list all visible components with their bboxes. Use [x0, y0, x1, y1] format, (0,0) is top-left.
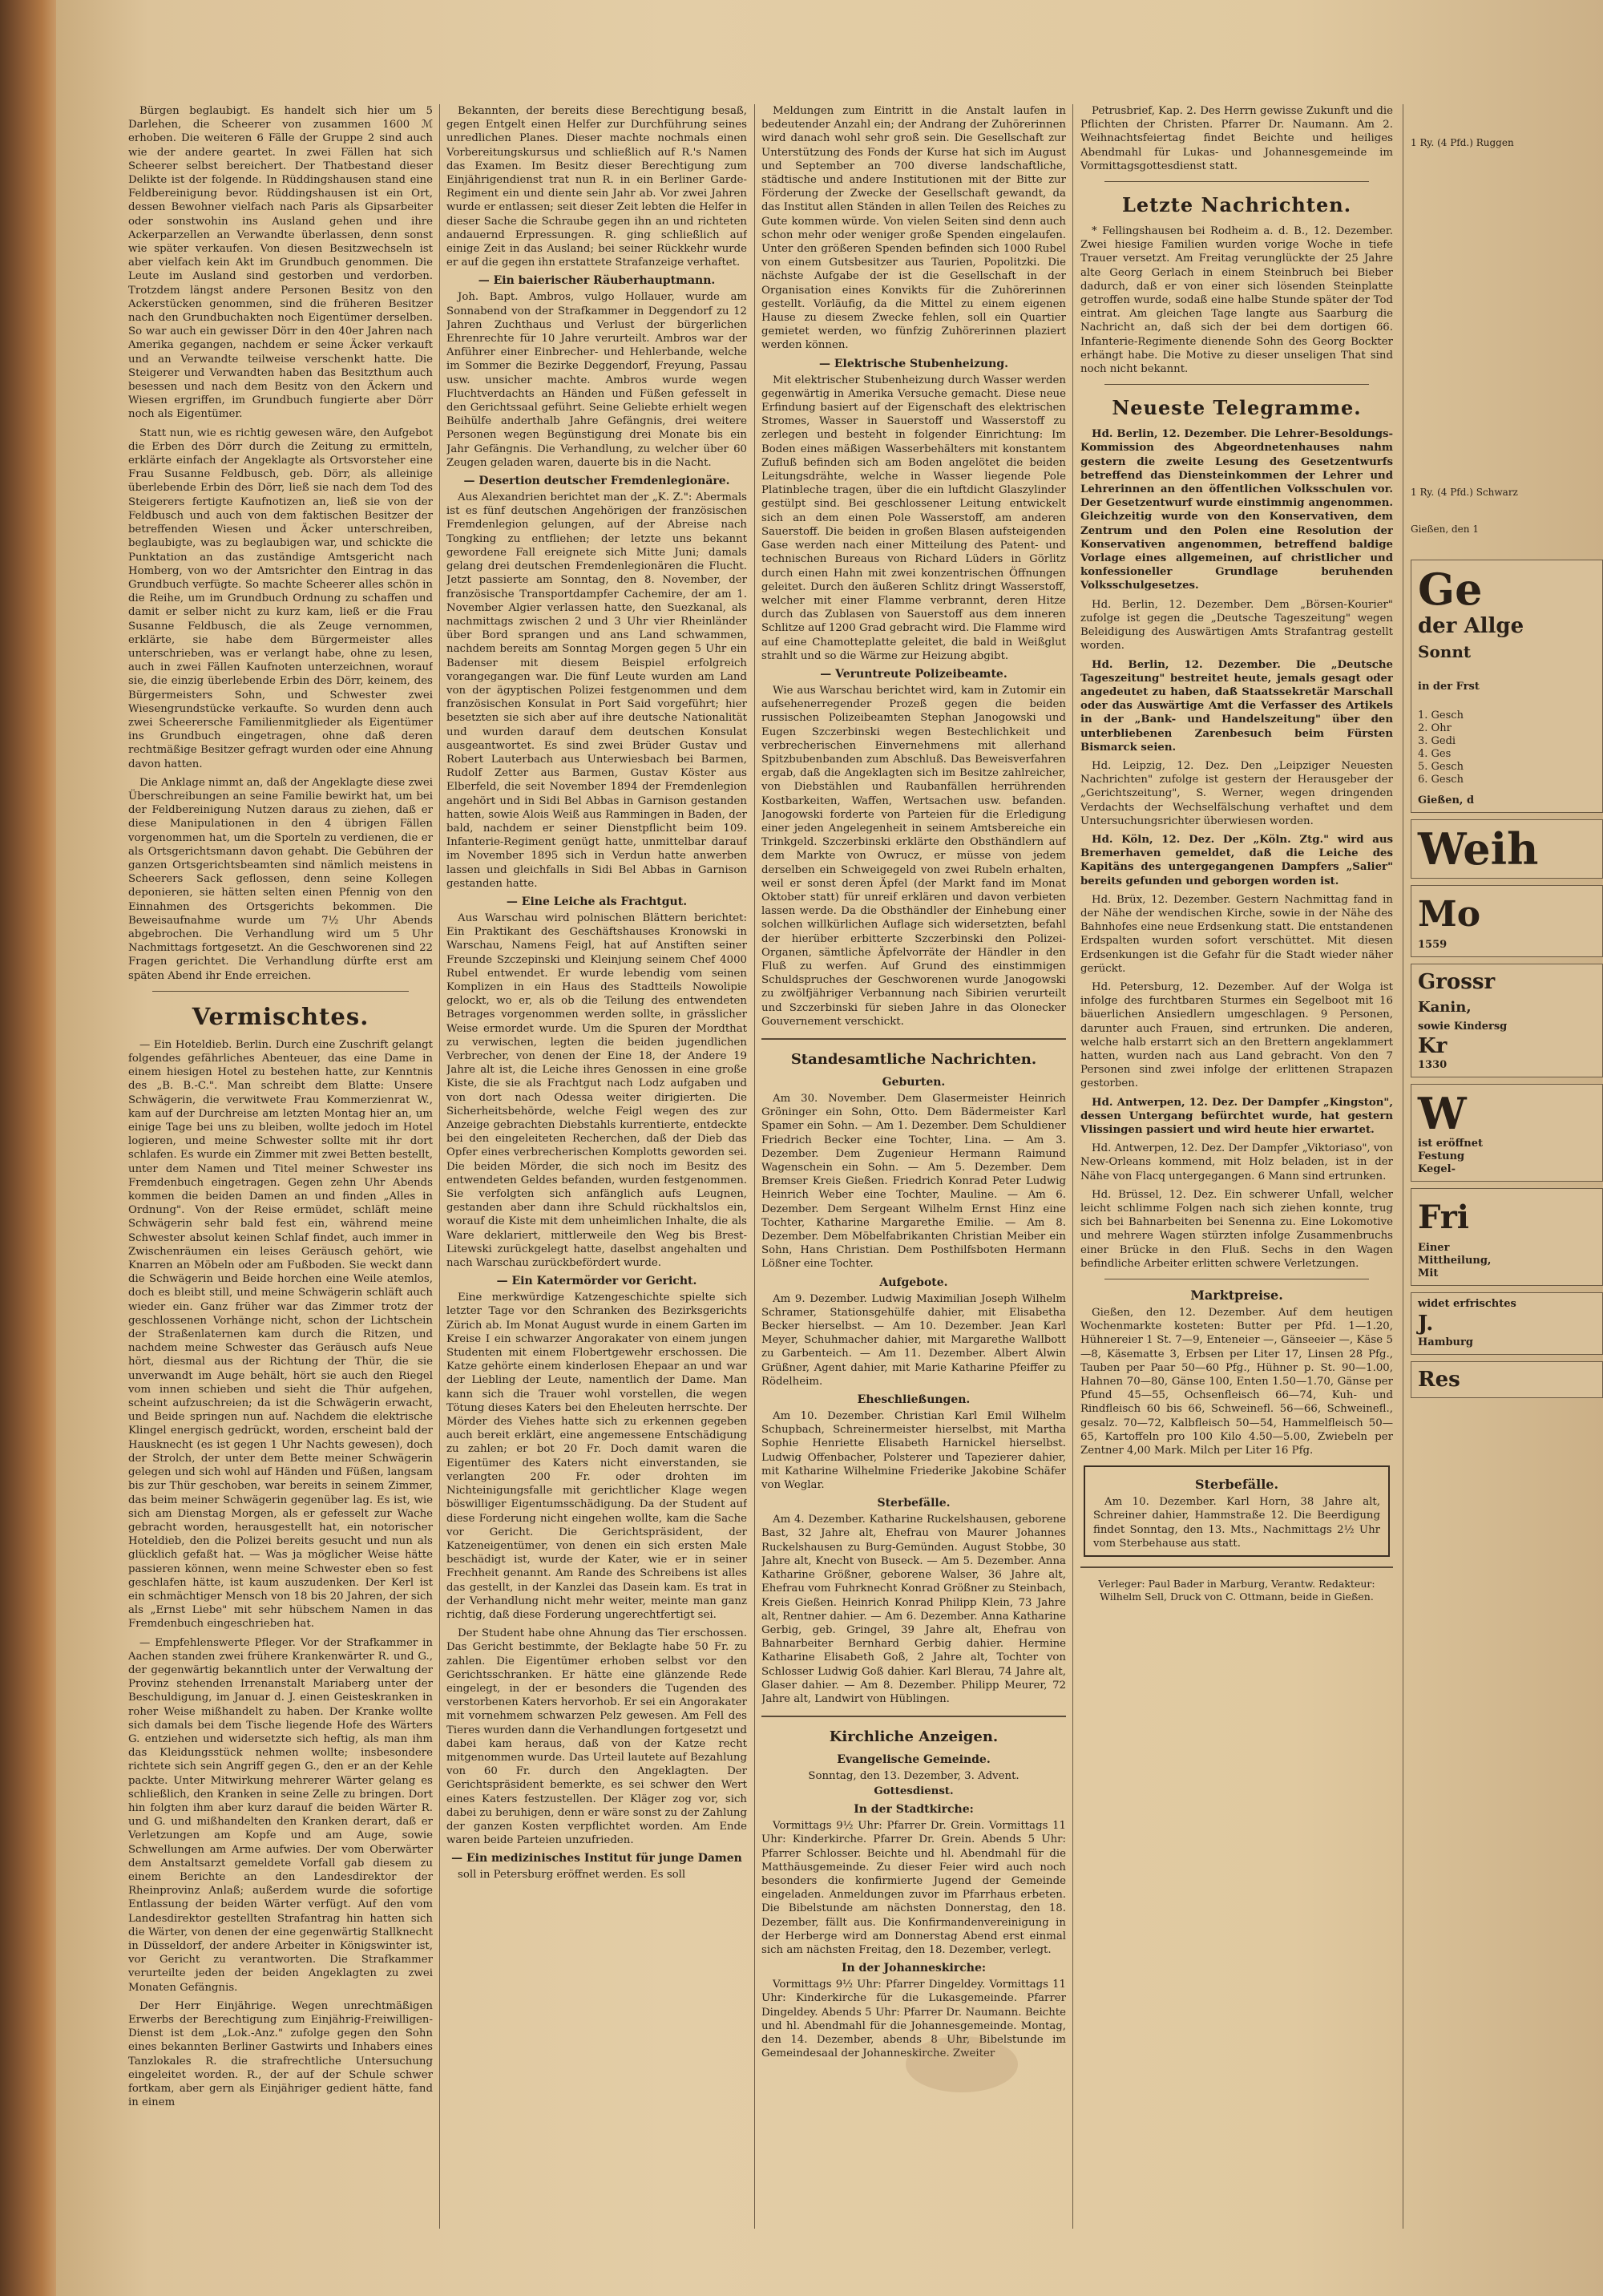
article-paragraph: Bürgen beglaubigt. Es handelt sich hier um 5 Darlehen, die Scheerer von zusammen 1600 ℳ erhoben. Die weiteren 6 Fälle der Gruppe 2 sind auch wie der andere geartet. In zwei Fällen hat sich Scheerer selbst bereichert. Der Thatbestand dieser Delikte ist der folgende. In Rüddingshausen stand eine Feldbereinigung bevor. Rüddingshausen ist ein Ort, dessen Bewohner vielfach nach Paris als Gipsarbeiter oder sonstwohin ins Ausland gehen und ihre Ackerparzellen an Verwandte überlassen, denn sonst wie später verkaufen. Von diesen Besitzwechseln ist aber vielfach kein Akt im Grundbuch genommen. Die Leute im Ausland sind gestorben und verdorben. Trotzdem längst andere Personen Besitz von den Ackerstücken genommen, sind die früheren Besitzer nach den Grundbuchakten noch Eigentümer derselben. So war auch ein gewisser Dörr in den 40er Jahren nach Amerika gegangen, nachdem er seine Äcker verkauft und an Verwandte teilweise verschenkt hatte. Die Steigerer und Verwandten haben das Besitzthum auch besessen und nach dem Besitz von den Äckern und Wiesen ergriffen, im Grundbuch fungierte aber Dörr noch als Eigentümer.: [128, 105, 433, 421]
article-paragraph: Mit elektrischer Stubenheizung durch Wasser werden gegenwärtig in Amerika Versuche gemacht. Diese neue Erfindung basiert auf der Eigenschaft des elektrischen Stromes, Wasser in Sauerstoff und Wasserstoff zu zerlegen und besteht in folgender Einrichtung: Im Boden eines mäßigen Wasserbehälters mit konstantem Zufluß befinden sich am Boden angelötet die beiden Leitungsdrähte, welche in Wasser liegende Pole Platinbleche tragen, über die ein luftdicht Glaszylinder gestülpt sind. Bei geschlossener Leitung entwickelt sich an dem einen Pole Wasserstoff, am anderen Sauerstoff. Die beiden in großen Blasen aufsteigenden Gase werden nach einer Mitteilung des Patent- und technischen Bureaus von Richard Lüders in Görlitz durch einen Hahn mit zwei konzentrischen Öffnungen geleitet. Durch den äußeren Schlitz dringt Wasserstoff, welcher mit einer Flamme verbrannt, deren Hitze durch das Zublasen von Sauerstoff aus dem inneren Schlitze auf 1200 Grad gebracht wird. Die Flamme wird auf eine Chamotteplatte geleitet, die bald in Weißglut strahlt und so die Wärme zur Heizung abgibt.: [761, 374, 1066, 662]
column-5-advertisements: [1411, 104, 1603, 2237]
article-heading: — Eine Leiche als Frachtgut.: [506, 895, 688, 908]
article-paragraph: soll in Petersburg eröffnet werden. Es soll: [458, 1869, 686, 1882]
advertisement: [1411, 1361, 1603, 1398]
advertisement: [1411, 819, 1603, 879]
subheading: Sterbefälle.: [1194, 1477, 1279, 1493]
article-heading: — Ein medizinisches Institut für junge Damen: [451, 1852, 742, 1866]
ad-text: Mittheilung,: [1418, 1255, 1492, 1267]
ad-title: Res: [1418, 1368, 1460, 1392]
subheading: Aufgebote.: [879, 1275, 948, 1289]
advertisement: [1411, 1188, 1603, 1286]
divider: [761, 1716, 1066, 1717]
ad-text: widet erfrischtes: [1418, 1298, 1516, 1310]
ad-list: 1. Gesch 2. Ohr 3. Gedi 4. Ges 5. Gesch 6. Gesch: [1418, 709, 1464, 786]
ad-text: Kegel-: [1418, 1163, 1456, 1175]
article-paragraph: Petrusbrief, Kap. 2. Des Herrn gewisse Zukunft und die Pflichten der Christen. Pfarrer Dr. Naumann. Am 2. Weihnachtsfeiertag findet Beichte und heiliges Abendmahl für Lukas- und Johannesgemeinde im Vormittagsgottesdienst statt.: [1080, 105, 1393, 172]
section-heading-kirchliche: Kirchliche Anzeigen.: [829, 1728, 999, 1746]
article-paragraph: Bekannten, der bereits diese Berechtigung besaß, gegen Entgelt einen Helfer zur Durchführung seines unredlichen Planes. Dieser machte nochmals einen Vorbereitungskursus und schließlich auf R.'s Namen das Examen. Im Besitz dieser Berechtigung zum Einjährigendienst trat nun R. in ein Berliner Garde-Regiment ein und diente sein Jahr ab. Vor zwei Jahren wurde er entlassen; seit dieser Zeit lebten die Helfer in dieser Sache die Schraube gegen ihn an und richteten andauernd Erpressungen. R. ging schließlich auf einige Zeit in das Ausland; bei seiner Rückkehr wurde er auf die gegen ihn erstattete Strafanzeige verhaftet.: [446, 105, 747, 269]
subheading: Eheschließungen.: [857, 1393, 971, 1407]
subheading: Sterbefälle.: [877, 1497, 951, 1510]
divider: [152, 991, 409, 992]
article-paragraph: Am 10. Dezember. Christian Karl Emil Wilhelm Schupbach, Schreinermeister hierselbst, mit Martha Sophie Henriette Elisabeth Harnickel hierselbst. Ludwig Offenbacher, Polsterer und Tapezierer dahier, mit Katharine Wilhelmine Friederike Jakobine Schäfer von Weglar.: [761, 1410, 1066, 1492]
article-paragraph: Die Anklage nimmt an, daß der Angeklagte diese zwei Überschreibungen an seine Familie bewirkt hat, um bei der Feldbereinigung Nutzen daraus zu ziehen, daß er diese Manipulationen in den 4 übrigen Fällen vorgenommen hat, um die Sporteln zu verdienen, die er als Ortsgerichtsmann davon gehabt. Die Gebühren der ganzen Ortsgerichtsbeamten sind nämlich meistens in Scheerers Sack geflossen, denn seine Kollegen deponieren, sie hätten selten einen Pfennig von den Einnahmen des Ortsgerichts bekommen. Die Beweisaufnahme wurde um 7½ Uhr Abends abgebrochen. Die Verhandlung wird um 5 Uhr Nachmittags fortgesetzt. An die Geschworenen sind 22 Fragen gerichtet. Die Verhandlung dürfte erst am späten Abend ihr Ende erreichen.: [128, 776, 433, 982]
ad-text: 1330: [1418, 1059, 1448, 1071]
telegram: Hd. Köln, 12. Dez. Der „Köln. Ztg." wird aus Bremerhaven gemeldet, daß die Leiche des Kapitäns des untergegangenen Dampfers „Salier" bereits gefunden und geborgen worden ist.: [1080, 833, 1393, 887]
divider: [761, 1038, 1066, 1040]
telegram: Hd. Antwerpen, 12. Dez. Der Dampfer „Kingston", dessen Untergang befürchtet wurde, hat gestern Vlissingen passiert und wird heute hier erwartet.: [1080, 1096, 1393, 1136]
ad-subtitle: Kanin,: [1418, 999, 1472, 1016]
book-binding: [0, 0, 56, 2296]
subheading: In der Stadtkirche:: [854, 1803, 974, 1817]
article-paragraph: Wie aus Warschau berichtet wird, kam in Zutomir ein aufsehenerregender Prozeß gegen die beiden russischen Polizeibeamten Stephan Janogowski und Eugen Szczerbinski wegen Bestechlichkeit und verbrecherischen Einvernehmens mit allerhand Spitzbubenbanden zum Abschluß. Das Beweisverfahren ergab, daß die Angeklagten sich im Besitze zahlreicher, von Diebstählen und Raubanfällen herrührenden Kostbarkeiten, Waffen, Wertsachen usw. befanden. Janogowski forderte von Parteien für die Erledigung einer jeden Angelegenheit in seinem Amtsbereiche ein Trinkgeld. Szczerbinski erklärte den Obsthändlern auf dem Markte von Owrucz, er müsse von jedem derselben ein Schweigegeld von zwei Rubeln erhalten, weil er sonst deren Äpfel (der Markt fand im Monat Oktober statt) für unreif erklären und davon verbieten lassen werde. Da die Obsthändler der Einhebung einer solchen willkürlichen Auflage sich widersetzten, befahl der hierüber erbitterte Szczerbinski den Polizei-Organen, sämtliche Äpfelvorräte der Händler in den Fluß zu werfen. Auf Grund des einstimmigen Schuldspruches der Geschworenen wurde Janogowski zu zwölfjähriger Verbannung nach Sibirien verurteilt und Szczerbinski für sieben Jahre in das Olonecker Gouvernement verschickt.: [761, 684, 1066, 1028]
ad-title: Ge: [1418, 564, 1483, 615]
section-heading-marktpreise: Marktpreise.: [1190, 1287, 1283, 1304]
divider: [1104, 384, 1369, 385]
ad-text: ist eröffnet: [1418, 1138, 1483, 1150]
article-paragraph: Joh. Bapt. Ambros, vulgo Hollauer, wurde am Sonnabend von der Strafkammer in Deggendorf zu 12 Jahren Zuchthaus und Verlust der bürgerlichen Ehrenrechte für 10 Jahre verurteilt. Ambros war der Anführer einer Einbrecher- und Hehlerbande, welche im Sommer die Bezirke Deggendorf, Freyung, Passau usw. unsicher machte. Ambros wurde wegen Fluchtverdachts an Händen und Füßen gefesselt in den Gerichtssaal geführt. Seine Geliebte erhielt wegen Beihülfe anderthalb Jahre Gefängnis, drei weitere Personen wegen Begünstigung drei Monate bis ein Jahr Gefängnis. Die Verhandlung, zu welcher über 60 Zeugen geladen waren, dauerte bis in die Nacht.: [446, 291, 747, 469]
ad-text: sowie Kindersg: [1418, 1021, 1508, 1033]
article-heading: — Desertion deutscher Fremdenlegionäre.: [463, 475, 730, 488]
divider: [1080, 1566, 1393, 1568]
article-heading: — Elektrische Stubenheizung.: [818, 357, 1008, 370]
ad-text: Gießen, d: [1418, 794, 1475, 806]
article-paragraph: Am 9. Dezember. Ludwig Maximilian Joseph Wilhelm Schramer, Stationsgehülfe dahier, mit Elisabetha Becker hierselbst. — Am 10. Dezember. Jean Karl Meyer, Schuhmacher dahier, mit Margarethe Wallbott zu Garbenteich. — Am 11. Dezember. Albert Alwin Grüßner, Agent dahier, mit Marie Katharine Pfeiffer zu Rödelheim.: [761, 1292, 1066, 1388]
advertisement: [1411, 1084, 1603, 1182]
ad-title: J.: [1418, 1312, 1434, 1336]
telegram: Hd. Berlin, 12. Dezember. Dem „Börsen-Kourier" zufolge ist gegen die „Deutsche Tageszeitung" wegen Beleidigung des Auswärtigen Amts Strafantrag gestellt worden.: [1080, 598, 1393, 653]
subheading: Geburten.: [882, 1076, 946, 1089]
column-2: [446, 104, 747, 2237]
article-paragraph: Eine merkwürdige Katzengeschichte spielte sich letzter Tage vor den Schranken des Bezirksgerichts Zürich ab. Im Monat August wurde in einem Garten im Kreise I ein schwarzer Angorakater von einem jungen Studenten mit einem Flobertgewehr erschossen. Die Katze gehörte einem kinderlosen Ehepaar an und war der Liebling der Leute, namentlich der Dame. Man kann sich die Trauer wohl vorstellen, die wegen Tötung dieses Katers bei den Eheleuten herrschte. Der Mörder des Viehes hatte sich zu erkennen gegeben auch bereit erklärt, eine angemessene Entschädigung zu zahlen; er bot 20 Fr. Doch damit waren die Eigentümer des Katers nicht einverstanden, sie verlangten 200 Fr. oder drohten im Nichteinigungsfalle mit gerichtlicher Klage wegen böswilliger Eigentumsschädigung. Da der Student auf diese Forderung nicht eingehen wollte, kam die Sache vor Gericht. Die Gerichtspräsident, der Katzeneigentümer, von denen ein sich ersten Male beschädigt ist, wurde der Kater, wie er in seiner Frechheit genannt. Am Rande des Schreibens ist alles das gestellt, in der Kanzlei das Dasein kam. Es trat in der Verhandlung nicht mehr weiter, meinte man ganz richtig, daß diese Forderung ungerechtfertigt sei.: [446, 1292, 747, 1621]
article-paragraph: Meldungen zum Eintritt in die Anstalt laufen in bedeutender Anzahl ein; der Andrang der Zuhörerinnen wird danach wohl sehr groß sein. Die Gesellschaft zur Unterstützung des Fonds der Kurse hat sich im August und September an 700 diverse landschaftliche, städtische und andere Institutionen mit der Bitte zur Förderung der Zwecke der Gesellschaft gewandt, da das Institut allen Ständen in allen Teilen des Reiches zu Gute kommen würde. Von vielen Seiten sind denn auch schon mehr oder weniger große Spenden eingelaufen. Unter den größeren Spenden befinden sich 1000 Rubel von einem Gutsbesitzer aus Taurien, Popolitzki. Die nächste Aufgabe der ist die Gesellschaft in der Organisation eines Konvikts für die Zuhörerinnen gestellt. Vorläufig, da die Mittel zu einem eigenen Hause zu diesem Zwecke fehlen, soll ein Quartier gemietet werden, wo fünfzig Zuhörerinnen plaziert werden können.: [761, 105, 1066, 352]
article-paragraph: Am 30. November. Dem Glasermeister Heinrich Gröninger ein Sohn, Otto. Dem Bädermeister Karl Spamer ein Sohn. — Am 1. Dezember. Dem Schuldiener Friedrich Becker eine Tochter, Lina. — Am 3. Dezember. Dem Zugenieur Hermann Raimund Wagenschein ein Sohn. — Am 5. Dezember. Dem Bremser Kreis Gießen. Friedrich Konrad Peter Ludwig Heinrich Weber eine Tochter, Mauline. — Am 6. Dezember. Dem Sergeant Wilhelm Ernst Hinz eine Tochter, Katharine Margarethe Emilie. — Am 8. Dezember. Dem Möbelfabrikanten Christian Meiber ein Sohn, Hans Christian. Dem Posthilfsboten Hermann Lößner eine Tochter.: [761, 1093, 1066, 1271]
imprint: Verleger: Paul Bader in Marburg, Verantw. Redakteur: Wilhelm Sell, Druck von C. Ottmann, beide in Gießen.: [1098, 1578, 1375, 1603]
ad-title: Fri: [1418, 1199, 1469, 1236]
article-paragraph: * Fellingshausen bei Rodheim a. d. B., 12. Dezember. Zwei hiesige Familien wurden vorige Woche in tiefe Trauer versetzt. Am Freitag verunglückte der 25 Jahre alte Georg Gerlach in einem Steinbruch bei Bieber dadurch, daß er von einer sich lösenden Steinplatte getroffen wurde, sodaß eine halbe Stunde später der Tod eintrat. Am gleichen Tage langte aus Saarburg die Nachricht an, daß sich der bei dem dortigen 66. Infanterie-Regimente dienende Sohn des Georg Bockter erhängt habe. Die Motive zu dieser unseligen That sind noch nicht bekannt.: [1080, 225, 1393, 376]
paper-stain: [906, 2036, 1018, 2092]
newspaper-page: [56, 0, 1603, 2296]
column-rule: [1072, 104, 1073, 2229]
subheading: Gottesdienst.: [874, 1785, 954, 1798]
section-heading-telegramme: Neueste Telegramme.: [1112, 396, 1362, 420]
article-paragraph: Der Herr Einjährige. Wegen unrechtmäßigen Erwerbs der Berechtigung zum Einjährig-Freiwilligen-Dienst ist dem „Lok.-Anz." zufolge gegen den Sohn eines bekannten Berliner Gastwirts und Inhabers eines Tanzlokales R. die strafrechtliche Untersuchung eingeleitet worden. R., der auf der Schule schwer fortkam, aber gern als Einjähriger gedient hätte, fand in einem: [128, 1999, 433, 2109]
ad-text: Hamburg: [1418, 1336, 1473, 1348]
ad-subtitle: Sonnt: [1418, 642, 1472, 661]
article-paragraph: — Empfehlenswerte Pfleger. Vor der Strafkammer in Aachen standen zwei frühere Krankenwärter R. und G., der gegenwärtig bekanntlich unter der Verwaltung der Provinz stehenden Irrenanstalt Mariaberg unter der Beschuldigung, im Januar d. J. einen Geisteskranken in roher Weise mißhandelt zu haben. Der Kranke wollte sich damals bei dem Tische liegende Hofe des Wärters G. entziehen und widersetzte sich heftig, als man ihm das Kleidungsstück nehmen wollte; insbesondere richtete sich sein Angriff gegen G., den er an der Kehle packte. Unter Mitwirkung mehrerer Wärter gelang es schließlich, den Kranken in seine Zelle zu bringen. Dort hin folgten ihm aber kurz darauf die beiden Wärter R. und G. und mißhandelten den Kranken derart, daß er Verletzungen am Kopfe und am Auge, sowie Schwellungen am Arme aufwies. Der vom Oberwärter dem Anstaltsarzt gemeldete Vorfall gab diesem zu einem Berichte an den Landesdirektor der Rheinprovinz Anlaß; außerdem wurde die sofortige Entlassung der beiden Wärter verfügt. Auf den vom Landesdirektor gestellten Strafantrag hin hatten sich die Wärter, von denen der eine gegenwärtig Stallknecht in Düsseldorf, der andere Arbeiter in Königswinter ist, vor Gericht zu verantworten. Die Strafkammer verurteilte jeden der beiden Angeklagten zu zwei Monaten Gefängnis.: [128, 1636, 433, 1994]
column-rule: [754, 104, 755, 2229]
telegram: Hd. Berlin, 12. Dezember. Die „Deutsche Tageszeitung" bestreitet heute, jemals gesagt oder angedeutet zu haben, daß Staatssekretär Marschall oder das Auswärtige Amt die Verfasser des Artikels in der „Bank- und Handelszeitung" über den unterbliebenen Zarenbesuch beim Fürsten Bismarck seien.: [1080, 658, 1393, 754]
column-3: [761, 104, 1066, 2237]
advertisement: [1411, 1292, 1603, 1355]
table-row: 1 Ry. (4 Pfd.) Schwarz: [1411, 487, 1518, 498]
article-paragraph: Der Student habe ohne Ahnung das Tier erschossen. Das Gericht bestimmte, der Beklagte habe 50 Fr. zu zahlen. Die Eigentümer erhoben selbst vor den Gerichtsschranken. Er hätte eine glänzende Rede eingelegt, in der er besonders die Tugenden des verstorbenen Katers hervorhob. Er sei ein Angorakater mit vornehmem schwarzen Pelz gewesen. Am Fell des Tieres wurden dann die Verhandlungen fortgesetzt und dabei kam heraus, daß von der Katze recht mitgenommen wurde. Das Urteil lautete auf Bezahlung von 60 Fr. durch den Angeklagten. Der Gerichtspräsident bemerkte, es sei schwer den Wert eines Katers festzustellen. Der Kläger zog vor, sich dabei zu beruhigen, denn er wäre sonst zu der Zahlung der ganzen Kosten verpflichtet worden. Am Ende waren beide Parteien unzufrieden.: [446, 1627, 747, 1847]
subheading: In der Johanneskirche:: [841, 1962, 987, 1975]
ad-title: W: [1418, 1088, 1467, 1139]
column-rule: [439, 104, 440, 2229]
ad-title: Mo: [1418, 894, 1481, 935]
section-heading-letzte: Letzte Nachrichten.: [1121, 193, 1352, 217]
article-paragraph: Statt nun, wie es richtig gewesen wäre, den Aufgebot die Erben des Dörr durch die Zeitung zu ermitteln, erklärte einfach der Angeklagte als Ortsvorsteher eine Frau Susanne Feldbusch, geb. Dörr, als alleinige überlebende Erbin des Dörr, ließ sie nach dem Tod des Steigerers fertigte Kaufnotizen an, ließ sie von der Feldbusch und auch von dem faktischen Besitzer der betreffenden Wiesen und Äcker unterschreiben, beglaubigte, was zu beglaubigen war, und schickte die Punktation an das zuständige Amtsgericht nach Homberg, von wo der Amtsrichter den Eintrag in das Grundbuch verfügte. So machte Scheerer alles schön in die Reihe, um im Grundbuch Ordnung zu schaffen und damit er selber nicht zu kurz kam, ließ er die Frau Susanne Feldbusch, die als Zeuge vernommen, erklärte, sie habe dem Bürgermeister alles unterschrieben, was er verlangt habe, ohne zu lesen, auch in zwei Fällen Kaufnoten unterzeichnen, worauf sie, die einzig überlebende Erbin des Dörr, keinem, des Bürgermeisters Sohn, und Schwester zwei Wiesengrundstücke verkaufte. So wurden denn auch zwei Scheerersche Familienmitglieder als Eigentümer ins Grundbuch eingetragen, ohne daß deren rechtmäßige Besitzer gefragt wurden oder eine Ahnung davon hatten.: [128, 426, 433, 770]
ad-text: Festung: [1418, 1150, 1465, 1162]
ad-text: Einer: [1418, 1242, 1450, 1254]
article-heading: — Ein Katermörder vor Gericht.: [496, 1275, 697, 1288]
telegram: Hd. Leipzig, 12. Dez. Den „Leipziger Neuesten Nachrichten" zufolge ist gestern der Herausgeber der „Gerichtszeitung", S. Werner, wegen dringenden Verdachts der Wechselfälschung verhaftet und dem Untersuchungsrichter überwiesen worden.: [1080, 759, 1393, 827]
date-line: Sonntag, den 13. Dezember, 3. Advent.: [808, 1770, 1020, 1783]
column-4: [1080, 104, 1393, 2237]
article-paragraph: — Ein Hoteldieb. Berlin. Durch eine Zuschrift gelangt folgendes gefährliches Abenteuer, das eine Dame in einem hiesigen Hotel zu bestehen hatte, zur Kenntnis des „B. B.-C.". Man schreibt dem Blatte: Unsere Schwägerin, die verwitwete Frau Kommerzienrat W., kam auf der Durchreise am letzten Montag hier an, um einige Tage bei uns zu bleiben, wollte jedoch im Hotel logieren, und meine Schwester sollte mit ihr dort schlafen. Es wurde ein Zimmer mit zwei Betten bestellt, unter dem Namen und Titel meiner Schwester ins Fremdenbuch eingetragen. Gegen zehn Uhr Abends kommen die beiden Damen an und finden „Alles in Ordnung". Von der Reise ermüdet, schläft meine Schwägerin sehr bald fest ein, während meine Schwester absolut keinen Schlaf findet, auch immer in Zwischenräumen ein leises Geräusch gehört, wie Knarren an Möbeln oder am Fußboden. Sie weckt dann die Schwägerin und Beide horchen eine Weile atemlos, doch es bleibt still, und meine Schwägerin schläft auch wieder ein. Ganz früher war das Zimmer trotz der geschlossenen Vorhänge nicht, schon der Lichtschein der Straßenlaternen kam durch die Ritzen, und nachdem meine Schwester das Geräusch aufs Neue hört, diesmal aus der Richtung der Thür, die sie unverwandt im Auge behält, hört sie auch den Riegel vom innen schieben und sieht die Thür aufgehen, scheint aufzuschreien; da ist die Schwägerin erwacht, und Beide springen nun auf. Nachdem die elektrische Klingel energisch gedrückt, worden, erscheint bald der Hausknecht (es ist gegen 1 Uhr Nachts gewesen), doch der Strolch, der unter dem Bette meiner Schwägerin gelegen und sich wohl auf Händen und Füßen, langsam bis zur Thür geschoben, war bereits in seinem Zimmer, das beim meiner Schwägerin gegenüber lag. Es ist, wie sich am Dienstag Morgen, als er gefesselt zur Wache gebracht worden, herausgestellt hat, ein notorischer Hoteldieb, den die Polizei bereits gesucht und nun als glücklich gefaßt hat. — Was ja möglicher Weise hätte passieren können, wenn meine Schwester eben so fest geschlafen hätte, ist kaum auszudenken. Der Kerl ist ein schmächtiger Mensch von 18 bis 20 Jahren, der sich als „Ernst Liebe" mit sehr hübschem Namen in das Fremdenbuch eingeschrieben hat.: [128, 1038, 433, 1631]
section-heading-vermischtes: Vermischtes.: [192, 1002, 369, 1030]
section-heading-standesamt: Standesamtliche Nachrichten.: [790, 1051, 1037, 1068]
telegram: Hd. Brüx, 12. Dezember. Gestern Nachmittag fand in der Nähe der wendischen Kirche, sowie in der Nähe des Bahnhofes eine neue Erdsenkung statt. Die entstandenen Erdspalten wurden sofort verschüttet. Mit diesen Erdsenkungen ist die Gefahr für die Stadt wieder näher gerückt.: [1080, 893, 1393, 975]
advertisement: [1411, 560, 1603, 813]
telegram: Hd. Brüssel, 12. Dez. Ein schwerer Unfall, welcher leicht schlimme Folgen nach sich ziehen konnte, trug sich bei Bahnarbeiten bei Senenna zu. Eine Lokomotive und mehrere Wagen stürzten infolge Zusammenbruchs einer Brücke in den Fluß. Sechs in den Wagen befindliche Arbeiter erlitten schwere Verletzungen.: [1080, 1188, 1393, 1270]
market-prices: Gießen, den 12. Dezember. Auf dem heutigen Wochenmarkte kosteten: Butter per Pfd. 1—1.20, Hühnereier 1 St. 7—9, Enteneier —, Gänseeier —, Käse 5—8, Käsematte 3, Erbsen per Liter 17, Linsen 28 Pfg., Tauben per Paar 50—60 Pfg., Hühner p. St. 90—1.00, Hahnen 70—80, Gänse 100, Enten 1.50—1.70, Gänse per Pfund 45—55, Ochsenfleisch 66—74, Kuh- und Rindfleisch 60 bis 66, Schweinefl. 56—66, Schweinefl., gesalz. 70—72, Kalbfleisch 50—54, Hammelfleisch 50—65, Kartoffeln pro 100 Kilo 4.50—5.00, Zwiebeln per Zentner 4,00 Mark. Milch per Liter 16 Pfg.: [1080, 1307, 1393, 1457]
ad-text: Mit: [1418, 1267, 1439, 1279]
advertisement: [1411, 885, 1603, 957]
ad-subtitle: Kr: [1418, 1034, 1448, 1058]
table-row: Gießen, den 1: [1411, 523, 1479, 535]
ad-title: Grossr: [1418, 970, 1496, 994]
article-paragraph: Vormittags 9½ Uhr: Pfarrer Dingeldey. Vormittags 11 Uhr: Kinderkirche für die Lukasgemeinde. Pfarrer Dingeldey. Abends 5 Uhr: Pfarrer Dr. Naumann. Beichte und hl. Abendmahl für die Johannesgemeinde. Montag, den 14. Dezember, abends 8 Uhr, Bibelstunde im Gemeindesaal der Johanneskirche. Zweiter: [761, 1979, 1066, 2060]
telegram: Hd. Berlin, 12. Dezember. Die Lehrer-Besoldungs-Kommission des Abgeordnetenhauses nahm gestern die zweite Lesung des Gesetzentwurfs betreffend das Diensteinkommen der Lehrer und Lehrerinnen an den öffentlichen Volksschulen vor. Der Gesetzentwurf wurde einstimmig angenommen. Gleichzeitig wurde von den Konservativen, dem Zentrum und den Polen eine Resolution der Konservativen angenommen, betreffend baldige Vorlage eines allgemeinen, auf christlicher und konfessioneller Grundlage beruhenden Volksschulgesetzes.: [1080, 428, 1393, 592]
ad-text: 1559: [1418, 939, 1448, 951]
table-row: 1 Ry. (4 Pfd.) Ruggen: [1411, 137, 1514, 148]
price-table-fragment: [1411, 136, 1603, 536]
telegram: Hd. Antwerpen, 12. Dez. Der Dampfer „Viktoriaso", von New-Orleans kommend, mit Holz beladen, ist in der Nähe von Flacq untergegangen. 6 Mann sind ertrunken.: [1080, 1142, 1393, 1182]
telegram: Hd. Petersburg, 12. Dezember. Auf der Wolga ist infolge des furchtbaren Sturmes ein Segelboot mit 16 bäuerlichen Ansiedlern umgeschlagen. 9 Personen, darunter auch Frauen, sind ertrunken. Die anderen, welche halb erstarrt sich an den Brettern angeklammert hatten, wurden nach aus Land gebracht. Von den 7 Personen sind zwei infolge der erlittenen Strapazen gestorben.: [1080, 980, 1393, 1090]
death-notice-box: [1084, 1465, 1390, 1557]
death-notice: Am 10. Dezember. Karl Horn, 38 Jahre alt, Schreiner dahier, Hammstraße 12. Die Beerdigung findet Sonntag, den 13. Mts., Nachmittags 2½ Uhr vom Sterbehause aus statt.: [1093, 1496, 1380, 1550]
article-paragraph: Vormittags 9½ Uhr: Pfarrer Dr. Grein. Vormittags 11 Uhr: Kinderkirche. Pfarrer Dr. Grein. Abends 5 Uhr: Pfarrer Schlosser. Beichte und hl. Abendmahl für die Matthäusgemeinde. Zu dieser Feier wird auch noch besonders die konfirmierte Jugend der Gemeinde eingeladen. Anmeldungen zuvor im Pfarrhaus erbeten. Die Bibelstunde am nächsten Donnerstag, den 18. Dezember, fällt aus. Die Konfirmandenvereinigung in der Herberge wird am Donnerstag Abend erst einmal sich am nächsten Freitag, den 18. Dezember, verlegt.: [761, 1820, 1066, 1956]
divider: [1104, 181, 1369, 182]
subheading: Evangelische Gemeinde.: [837, 1753, 991, 1767]
article-heading: — Veruntreute Polizeibeamte.: [820, 667, 1007, 681]
article-paragraph: Am 4. Dezember. Katharine Ruckelshausen, geborene Bast, 32 Jahre alt, Ehefrau von Maurer Johannes Ruckelshausen zu Burg-Gemünden. August Stobbe, 30 Jahre alt, Knecht von Buseck. — Am 5. Dezember. Anna Katharine Größner, geborene Walser, 36 Jahre alt, Ehefrau vom Fuhrknecht Konrad Größner zu Steinbach, Kreis Gießen. Heinrich Konrad Philipp Klein, 73 Jahre alt, Rentner dahier. — Am 6. Dezember. Anna Katharine Gerbig, geb. Gringel, 39 Jahre alt, Ehefrau von Bahnarbeiter Bernhard Gerbig dahier. Hermine Katharine Elisabeth Goß, 2 Jahre alt, Tochter von Schlosser Ludwig Goß dahier. Karl Blerau, 74 Jahre alt, Glaser dahier. — Am 8. Dezember. Philipp Meurer, 72 Jahre alt, Landwirt von Hüblingen.: [761, 1514, 1066, 1705]
ad-subtitle: der Allge: [1418, 614, 1524, 638]
advertisement: [1411, 964, 1603, 1077]
ad-text: in der Frst: [1418, 681, 1480, 693]
article-paragraph: Aus Warschau wird polnischen Blättern berichtet: Ein Praktikant des Geschäftshauses Kronowski in Warschau, Namens Feigl, hat auf Anstiften seiner Freunde Szczepinski und Kleinjung seinem Chef 4000 Rubel entwendet. Er wurde lebendig vom seinen Komplizen in ein Haus des Stadtteils Nowolipie gelockt, wo er, als ob die Teilung des entwendeten Betrages vorgenommen werden sollte, in grässlicher Weise ermordet wurde. Um die Spuren der Mordthat zu verwischen, legten die beiden jugendlichen Verbrecher, von denen der Eine 18, der Andere 19 Jahre alt ist, die Leiche ihres Genossen in eine große Kiste, die sie als Frachtgut nach Lodz aufgaben und von dort nach Odessa weiter dirigierten. Die Sicherheitsbehörde, welche Feigl wegen des zur Anzeige gebrachten Diebstahls kurrentierte, entdeckte bei den eingeleiteten Recherchen, daß der Dieb das Opfer eines verbrecherischen Komplotts geworden sei. Die beiden Mörder, die sich noch im Besitz des entwendeten Geldes befanden, wurden festgenommen. Sie verfolgten sich anfänglich aufs Leugnen, gestanden aber dann ihre Schuld rückhaltslos ein, worauf die Kiste mit dem unheimlichen Inhalte, die als Ware deklariert, mittlerweile den Weg bis Brest-Litewski zurückgelegt hatte, daselbst angehalten und nach Warschau zurückbefördert wurde.: [446, 912, 747, 1270]
article-paragraph: Aus Alexandrien berichtet man der „K. Z.": Abermals ist es fünf deutschen Angehörigen der französischen Fremdenlegion gelungen, auf der Abreise nach Tongking zu entfliehen; der letzte uns bekannt gewordene Fall ereignete sich Mitte Juni; damals gelang drei deutschen Fremdenlegionären die Flucht. Jetzt passierte am Sonntag, den 8. November, der französische Transportdampfer Cachemire, der am 1. November Algier verlassen hatte, den Suezkanal, als nachmittags zwischen 2 und 3 Uhr vier Rheinländer über Bord sprangen und ans Land schwammen, nachdem bereits am Sonntag Morgen gegen 5 Uhr ein Badenser mit diesem Beispiel erfolgreich vorangegangen war. Die fünf Leute wurden am Land von der ägyptischen Polizei festgenommen und dem französischen Konsulat in Port Said vorgeführt; hier besetzten sie sich aber auf ihre deutsche Nationalität und wurden darauf dem deutschen Konsulat ausgeantwortet. Es sind zwei Brüder Gustav und Robert Lauterbach aus Unterwiesbach bei Barmen, Rudolf Zetter aus Barmen, Gustav Köster aus Elberfeld, die seit November 1894 der Fremdenlegion angehört und in Sidi Bel Abbas in Garnison gestanden hatten, sowie Alois Weiß aus Rammingen in Baden, der bald, nachdem er seiner Dienstpflicht beim 109. Infanterie-Regiment genügt hatte, unmittelbar darauf im November 1895 sich in Verdun hatte anwerben lassen und gleichfalls in Sidi Bel Abbas in Garnison gestanden hatte.: [446, 491, 747, 890]
ad-title: Weih: [1418, 823, 1539, 875]
column-1: [128, 104, 433, 2237]
article-heading: — Ein baierischer Räuberhauptmann.: [478, 274, 716, 288]
